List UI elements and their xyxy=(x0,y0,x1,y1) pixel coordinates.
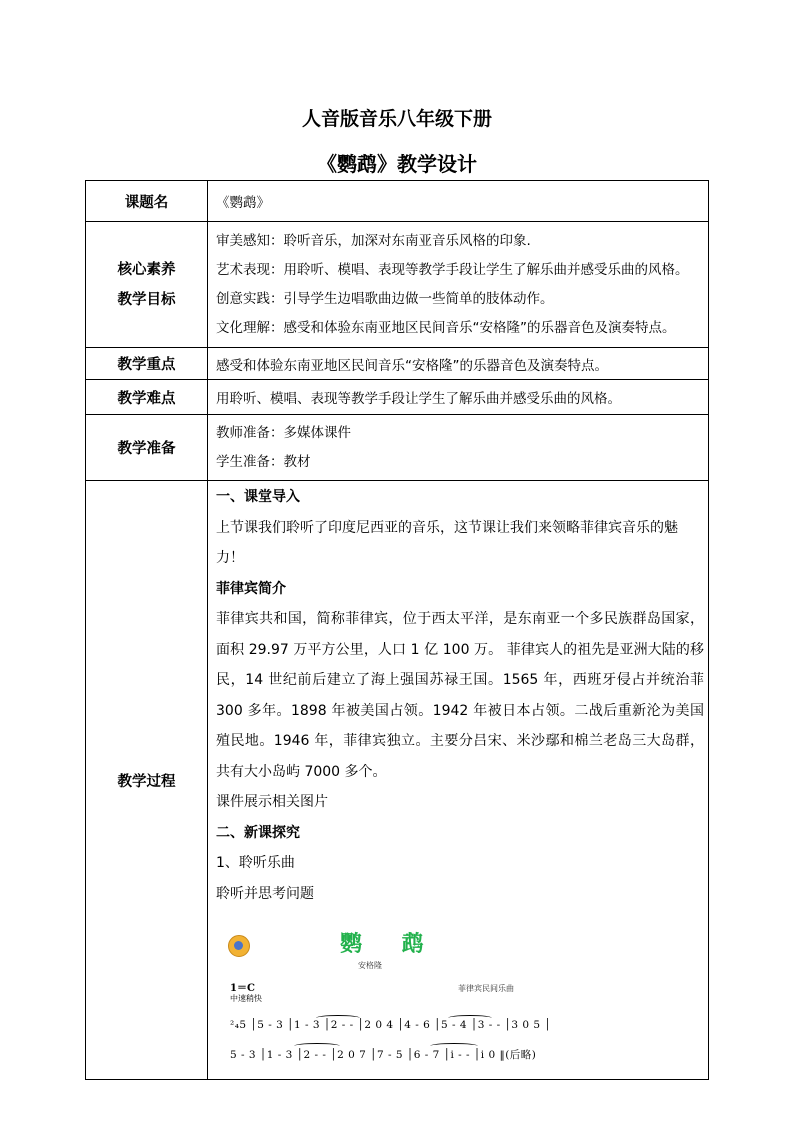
score-composer: 安格隆 xyxy=(358,961,382,970)
philippines-subheading: 菲律宾简介 xyxy=(216,580,286,597)
goal-item: 审美感知：聆听音乐，加深对东南亚音乐风格的印象. xyxy=(216,232,531,249)
score-tempo: 中速稍快 xyxy=(230,994,262,1003)
goals-label-line1: 核心素养 xyxy=(117,261,176,278)
lesson-title: 《鹦鹉》教学设计 xyxy=(317,152,477,176)
score-notation-line: 5 - 3 │1 - 3 │2 - - │2 0 7 │7 - 5 │6 - 7 │i - - │i 0 ‖(后略) xyxy=(230,1049,537,1061)
preparation-content xyxy=(208,415,709,481)
process-label: 教学过程 xyxy=(86,481,208,1080)
key-point-label: 教学重点 xyxy=(86,348,208,380)
teacher-preparation: 教师准备：多媒体课件 xyxy=(216,424,351,441)
topic-value: 《鹦鹉》 xyxy=(208,181,709,222)
student-preparation: 学生准备：教材 xyxy=(216,453,311,470)
table-row-goals xyxy=(86,222,709,348)
goal-item: 创意实践：引导学生边唱歌曲边做一些简单的肢体动作。 xyxy=(216,290,554,307)
table-row-process xyxy=(86,481,709,1080)
section-heading-intro: 一、课堂导入 xyxy=(216,489,300,505)
step-listen: 1、聆听乐曲 xyxy=(216,855,295,871)
music-score-image xyxy=(216,919,704,1079)
table-row-preparation xyxy=(86,415,709,481)
show-pictures-text: 课件展示相关图片 xyxy=(216,794,328,810)
goals-label-line2: 教学目标 xyxy=(117,291,176,308)
key-point-value: 感受和体验东南亚地区民间音乐“安格隆”的乐器音色及演奏特点。 xyxy=(208,348,709,380)
intro-text: 上节课我们聆听了印度尼西亚的音乐，这节课让我们来领略菲律宾音乐的魅力！ xyxy=(216,519,678,566)
preparation-label: 教学准备 xyxy=(86,415,208,481)
score-title: 鹦 鹉 xyxy=(340,932,440,957)
goals-label xyxy=(86,222,208,348)
difficulty-label: 教学难点 xyxy=(86,380,208,415)
philippines-paragraph: 菲律宾共和国，简称菲律宾，位于西太平洋，是东南亚一个多民族群岛国家，面积 29.97 万平方公里，人口 1 亿 100 万。 菲律宾人的祖先是亚洲大陆的移民，14 世纪前后建立了海上强国苏禄王国。1565 年，西班牙侵占并统治菲 300 多年。1898 年被美国占领。1942 年被日本占领。二战后重新沦为美国殖民地。1946 年，菲律宾独立。主要分吕宋、米沙鄢和棉兰老岛三大岛群，共有大小岛屿 7000 多个。 xyxy=(216,611,704,780)
score-key: 1＝C xyxy=(230,983,255,994)
topic-label: 课题名 xyxy=(86,181,208,222)
score-source: 菲律宾民间乐曲 xyxy=(458,984,514,993)
goal-item: 文化理解：感受和体验东南亚地区民间音乐“安格隆”的乐器音色及演奏特点。 xyxy=(216,319,676,336)
difficulty-value: 用聆听、模唱、表现等教学手段让学生了解乐曲并感受乐曲的风格。 xyxy=(208,380,709,415)
lesson-plan-table xyxy=(85,180,709,1080)
section-heading-new-lesson: 二、新课探究 xyxy=(216,824,300,841)
table-row-key-point xyxy=(86,348,709,380)
score-notation-line: ²₄5 │5 - 3 │1 - 3 │2 - - │2 0 4 │4 - 6 │5 - 4 │3 - - │3 0 5 │ xyxy=(230,1019,552,1031)
document-title: 人音版音乐八年级下册 xyxy=(301,108,492,130)
goals-content xyxy=(208,222,709,348)
goal-item: 艺术表现：用聆听、模唱、表现等教学手段让学生了解乐曲并感受乐曲的风格。 xyxy=(216,261,689,278)
parrot-emblem-icon xyxy=(228,935,250,957)
table-row-difficulty xyxy=(86,380,709,415)
step-listen-note: 聆听并思考问题 xyxy=(216,885,314,902)
table-row-topic xyxy=(86,181,709,222)
process-content xyxy=(208,481,709,1080)
